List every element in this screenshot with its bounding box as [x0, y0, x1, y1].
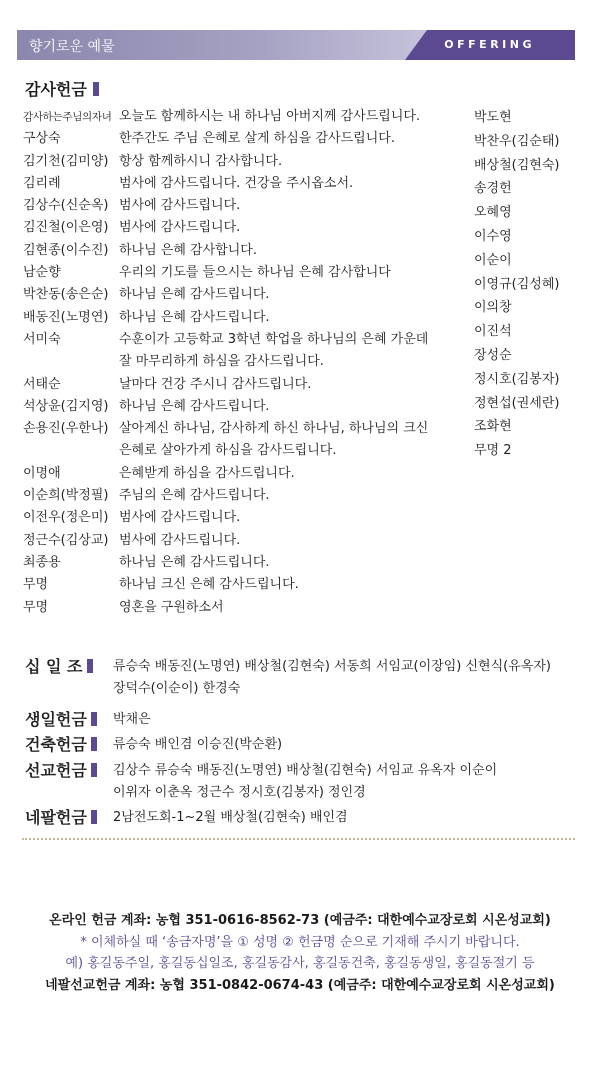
nepal-label: [25, 807, 109, 829]
thanks-row-name: 김상수(신순옥): [23, 198, 109, 214]
thanks-row: [23, 307, 463, 329]
thanks-right-name: 무명 2: [474, 443, 512, 459]
thanks-row-name: 이순희(박정필): [23, 488, 109, 504]
thanks-row: [23, 128, 463, 150]
thanks-row-name: 석상윤(김지영): [23, 398, 109, 414]
thanks-row: [23, 262, 463, 284]
thanks-row: [23, 173, 463, 195]
building-label: [25, 734, 109, 756]
thanks-row: [23, 195, 463, 217]
thanks-right-name: 송경헌: [474, 181, 512, 197]
thanks-row-message: 범사에 감사드립니다. 건강을 주시옵소서.: [119, 175, 354, 191]
thanks-row-message: 하나님 은혜 감사드립니다.: [119, 398, 270, 414]
building-label-text: 건축헌금: [25, 735, 87, 754]
thanks-row: [23, 284, 463, 306]
thanks-row-message: 항상 함께하시니 감사합니다.: [119, 153, 283, 169]
thanks-row: [23, 329, 463, 351]
thanks-row-message: 은혜받게 하심을 감사드립니다.: [119, 465, 295, 481]
thanks-row: [23, 151, 463, 173]
thanks-row-name: 정근수(김상교): [23, 532, 109, 548]
thanks-row: [23, 485, 463, 507]
thanks-row-name: 서미숙: [23, 331, 61, 347]
dotted-divider: [22, 838, 575, 840]
thanks-row-name: 손용진(우한나): [23, 421, 109, 437]
nepal-label-text: 네팔헌금: [25, 808, 87, 827]
thanks-row-name: 김진철(이은영): [23, 220, 109, 236]
online-account-line: 온라인 헌금 계좌: 농협 351-0616-8562-73 (예금주: 대한예수교장로회 시온성교회): [49, 913, 551, 928]
thanks-row: [23, 396, 463, 418]
thanks-row-message: 범사에 감사드립니다.: [119, 220, 241, 236]
tithe-label-text: 십 일 조: [25, 657, 83, 676]
account-info: [0, 910, 600, 996]
thanks-row: [23, 507, 463, 529]
mission-label-text: 선교헌금: [25, 761, 87, 780]
thanks-row-name: 박찬동(송은순): [23, 287, 109, 303]
thanks-right-name: 이수영: [474, 228, 512, 244]
tithe-names-line2: 장덕수(이순이) 한경숙: [113, 681, 241, 696]
section-marker: [91, 712, 97, 726]
thanks-row-message: 날마다 건강 주시니 감사드립니다.: [119, 376, 312, 392]
offering-header: [17, 30, 575, 60]
thanks-row: [23, 106, 463, 128]
thanks-right-names: [474, 106, 584, 463]
thanks-row: [23, 574, 463, 596]
section-marker: [93, 82, 99, 96]
thanks-row-message: 은혜로 살아가게 하심을 감사드립니다.: [119, 443, 337, 459]
thanks-row-message: 범사에 감사드립니다.: [119, 510, 241, 526]
thanks-row-message: 살아계신 하나님, 감사하게 하신 하나님, 하나님의 크신: [119, 421, 429, 437]
thanks-row-name: 김리례: [23, 175, 61, 191]
thanks-row-message: 하나님 은혜 감사드립니다.: [119, 309, 270, 325]
thanks-right-name: 박도현: [474, 110, 512, 125]
thanks-row-name: 무명: [23, 577, 49, 593]
section-marker: [91, 763, 97, 777]
mission-row: [25, 760, 580, 804]
thanks-row-name: [23, 440, 119, 462]
thanks-row-name: 무명: [23, 599, 49, 615]
transfer-note-line: * 이체하실 때 ‘송금자명’을 ① 성명 ② 헌금명 순으로 기재해 주시기 바랍니다.: [80, 934, 520, 950]
thanks-row: [23, 530, 463, 552]
mission-label: [25, 760, 109, 804]
thanks-row: [23, 440, 463, 462]
mission-names-line2: 이위자 이춘옥 정근수 정시호(김봉자) 정인경: [113, 785, 366, 800]
section-marker: [91, 737, 97, 751]
thanks-right-name: 조화현: [474, 419, 512, 435]
tithe-names: [109, 656, 580, 700]
thanks-title-text: 감사헌금: [25, 80, 87, 99]
thanks-row-message: 우리의 기도를 들으시는 하나님 은혜 감사합니다: [119, 265, 391, 281]
thanks-row: [23, 351, 463, 373]
thanks-row-name: 김기천(김미양): [23, 153, 109, 169]
birthday-names: [109, 709, 580, 731]
thanks-row-name: 남순향: [23, 265, 61, 281]
thanks-row: [23, 463, 463, 485]
transfer-example-line: 예) 홍길동주일, 홍길동십일조, 홍길동감사, 홍길동건축, 홍길동생일, 홍길동절기 등: [65, 956, 535, 971]
thanks-right-name: 오혜영: [474, 205, 512, 221]
thanks-row-name: 이명애: [23, 465, 61, 481]
thanks-row-message: 영혼을 구원하소서: [119, 599, 224, 615]
tithe-names-line1: 류승숙 배동진(노명연) 배상철(김현숙) 서동희 서임교(이장임) 신현식(유옥자): [113, 659, 551, 674]
thanks-row-name: 최종용: [23, 554, 61, 570]
thanks-row-name: 이전우(정은미): [23, 510, 109, 526]
thanks-row-name: 배동진(노명연): [23, 309, 109, 325]
header-title: 향기로운 예물: [29, 39, 115, 55]
thanks-right-name: 정시호(김봉자): [474, 371, 560, 387]
thanks-row: [23, 217, 463, 239]
thanks-right-name: 이진석: [474, 324, 512, 340]
building-names-line1: 류승숙 배인겸 이승진(박순환): [113, 737, 283, 752]
tithe-row: [25, 656, 580, 700]
birthday-row: [25, 709, 580, 731]
birthday-names-line1: 박채은: [113, 712, 151, 727]
mission-names-line1: 김상수 류승숙 배동진(노명연) 배상철(김현숙) 서임교 유옥자 이순이: [113, 763, 498, 778]
thanks-list: [23, 106, 463, 619]
thanks-section-title: [25, 77, 99, 100]
mission-names: [109, 760, 580, 804]
thanks-row-name: 구상숙: [23, 131, 61, 147]
nepal-account-line: 네팔선교헌금 계좌: 농협 351-0842-0674-43 (예금주: 대한예수교장로회 시온성교회): [45, 977, 555, 993]
thanks-row-message: 하나님 은혜 감사드립니다.: [119, 287, 270, 303]
thanks-row-message: 오늘도 함께하시는 내 하나님 아버지께 감사드립니다.: [119, 109, 421, 124]
thanks-row-name: 서태순: [23, 376, 61, 392]
section-marker: [87, 659, 93, 673]
building-names: [109, 734, 580, 756]
thanks-row-name: [23, 351, 119, 373]
thanks-row: [23, 552, 463, 574]
thanks-row: [23, 374, 463, 396]
thanks-row-message: 한주간도 주님 은혜로 살게 하심을 감사드립니다.: [119, 131, 395, 147]
nepal-names-line1: 2남전도회-1~2월 배상철(김현숙) 배인겸: [113, 810, 348, 825]
thanks-right-name: 장성순: [474, 347, 512, 363]
tithe-label: [25, 656, 109, 700]
thanks-right-name: 배상철(김현숙): [474, 157, 560, 173]
thanks-row-message: 범사에 감사드립니다.: [119, 532, 241, 548]
thanks-right-name: 이순이: [474, 252, 512, 268]
thanks-row: [23, 240, 463, 262]
nepal-names: [109, 807, 580, 829]
birthday-label: [25, 709, 109, 731]
nepal-row: [25, 807, 580, 829]
thanks-right-name: 이영규(김성혜): [474, 276, 560, 292]
header-eng-title: OFFERING: [444, 38, 535, 51]
building-row: [25, 734, 580, 756]
thanks-row-message: 수훈이가 고등학교 3학년 학업을 하나님의 은혜 가운데: [119, 331, 429, 347]
thanks-row-message: 하나님 은혜 감사드립니다.: [119, 554, 270, 570]
birthday-label-text: 생일헌금: [25, 710, 87, 729]
thanks-row-message: 잘 마무리하게 하심을 감사드립니다.: [119, 354, 324, 370]
thanks-row-message: 하나님 은혜 감사합니다.: [119, 242, 257, 258]
thanks-row-name: 감사하는주님의자녀: [23, 111, 112, 123]
thanks-right-name: 박찬우(김순태): [474, 133, 560, 149]
section-marker: [91, 810, 97, 824]
thanks-row: [23, 597, 463, 619]
thanks-row: [23, 418, 463, 440]
thanks-right-name: 이의창: [474, 300, 512, 316]
thanks-row-name: 김현종(이수진): [23, 242, 109, 258]
thanks-row-message: 범사에 감사드립니다.: [119, 198, 241, 214]
thanks-row-message: 주님의 은혜 감사드립니다.: [119, 488, 270, 504]
thanks-row-message: 하나님 크신 은혜 감사드립니다.: [119, 577, 299, 593]
thanks-right-name: 정현섭(권세란): [474, 395, 560, 411]
